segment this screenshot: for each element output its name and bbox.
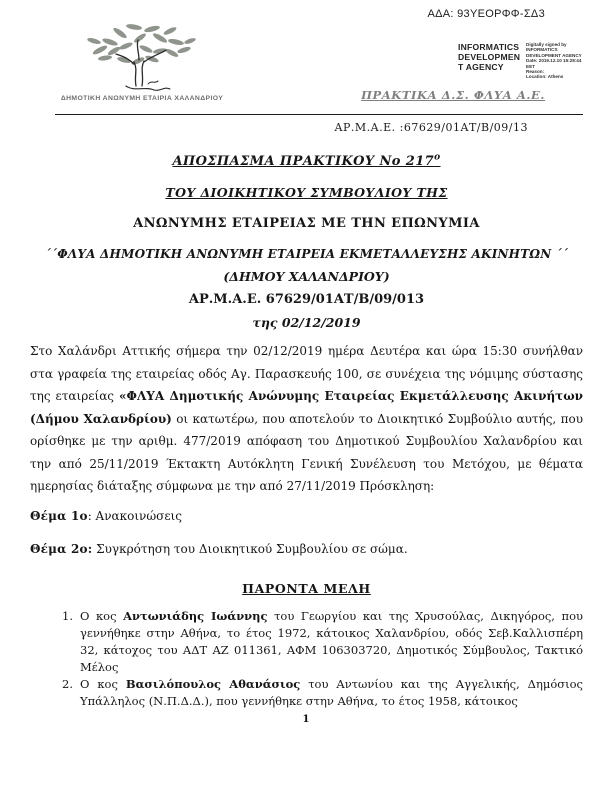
agenda-topic-2 <box>30 541 583 557</box>
company-logo <box>42 20 242 102</box>
stamp-detail-line: Digitally signed by <box>526 42 567 47</box>
stamp-agency-line: INFORMATICS <box>458 42 520 52</box>
stamp-detail-line: Location: Athens <box>526 74 564 80</box>
digital-signature-stamp <box>458 42 590 80</box>
stamp-agency-name <box>458 42 522 72</box>
company-name-bold: «ΦΛΥΑ Δημοτικής Ανώνυμης Εταιρείας Εκμετάλλευσης Ακινήτων (Δήμου Χαλανδρίου) <box>30 389 583 426</box>
list-item <box>62 608 583 676</box>
logo-caption: ΔΗΜΟΤΙΚΗ ΑΝΩΝΥΜΗ ΕΤΑΙΡΙΑ ΧΑΛΑΝΔΡΙΟΥ <box>60 95 224 102</box>
stamp-signature-details <box>526 42 590 80</box>
member-details-text: του Γεωργίου και της Χρυσούλας, Δικηγόρος, που γεννήθηκε στην Αθήνα, το έτος 1972, κάτοικος Χαλανδρίου, οδός Σεβ.Καλλισπέρη 32, κάτοχος του ΑΔΤ ΑΖ 011361, ΑΦΜ 106303720, Δημοτικός Σύμβουλος, Τακτικό Μέλος <box>80 608 583 674</box>
title-company-name-line: ΄΄ΦΛΥΑ ΔΗΜΟΤΙΚΗ ΑΝΩΝΥΜΗ ΕΤΑΙΡΕΙΑ ΕΚΜΕΤΑΛΛΕΥΣΗΣ ΑΚΙΝΗΤΩΝ ΄΄ <box>44 247 569 262</box>
title-company-intro-line: ΑΝΩΝΥΜΗΣ ΕΤΑΙΡΕΙΑΣ ΜΕ ΤΗΝ ΕΠΩΝΥΜΙΑ <box>133 216 480 232</box>
stamp-detail-line: DEVELOPMENT AGENCY <box>526 52 582 58</box>
intro-paragraph-text: Στο Χαλάνδρι Αττικής σήμερα την 02/12/2019 ημέρα Δευτέρα και ώρα 15:30 συνήλθαν στα γραφεία της εταιρείας οδός Αγ. Παρασκευής 100, σε συνέχεια της νόμιμης σύστασης της εταιρείας <box>30 344 583 404</box>
stamp-detail-line: EET <box>526 63 535 69</box>
list-item <box>62 676 583 710</box>
stamp-detail-line: Reason: <box>526 69 545 75</box>
intro-paragraph-text: οι κατωτέρω, που αποτελούν το Διοικητικό Συμβούλιο αυτής, που ορίσθηκε με την αριθμ. 477/2019 απόφαση του Δημοτικού Συμβουλίου Χαλανδρίου και την από 25/11/2019 Έκτακτη Αυτόκλητη Γενική Συνέλευση του Μετόχου, με θέματα ημερησίας διάταξης σύμφωνα με την από 27/11/2019 Πρόσκληση: <box>30 411 583 494</box>
topic-2-label: Θέμα 2ο: <box>30 541 93 556</box>
title-extract-text: ΑΠΟΣΠΑΣΜΑ ΠΡΑΚΤΙΚΟΥ Νο 217 <box>172 154 435 170</box>
member-number: 1. <box>62 608 73 623</box>
title-registry-line: ΑΡ.Μ.Α.Ε. 67629/01ΑΤ/Β/09/013 <box>188 292 425 308</box>
member-pre-text: Ο κος <box>80 676 126 691</box>
title-ordinal-sup: ο <box>434 153 441 163</box>
member-details-text: του Αντωνίου και της Αγγελικής, Δημόσιος Υπάλληλος (Ν.Π.Δ.Δ.), που γεννήθηκε στην Αθήνα, το έτος 1958, κάτοικος <box>80 676 583 708</box>
present-members-heading: ΠΑΡΟΝΤΑ ΜΕΛΗ <box>242 580 371 596</box>
header-divider <box>55 114 583 115</box>
member-entry <box>78 608 583 676</box>
title-extract-line <box>30 150 583 170</box>
ada-code: ΑΔΑ: 93ΥΕΟΡΦΦ-ΣΔ3 <box>427 8 545 20</box>
stamp-detail-line: Date: 2019.12.10 15:28:44 <box>526 58 582 64</box>
member-number: 2. <box>62 676 73 691</box>
member-name-bold: Βασιλόπουλος Αθανάσιος <box>125 676 301 691</box>
topic-1-label: Θέμα 1ο <box>30 508 88 523</box>
topic-2-text: Συγκρότηση του Διοικητικού Συμβουλίου σε σώμα. <box>92 541 408 556</box>
member-entry <box>78 676 583 710</box>
olive-tree-logo-icon <box>72 20 212 94</box>
stamp-agency-line: DEVELOPMEN <box>458 52 521 62</box>
members-list <box>30 608 583 710</box>
intro-paragraph <box>30 340 583 498</box>
title-municipality-line: (ΔΗΜΟΥ ΧΑΛΑΝΔΡΙΟΥ) <box>223 269 390 285</box>
stamp-agency-line: T AGENCY <box>458 62 504 72</box>
stamp-detail-line: INFORMATICS <box>526 47 558 53</box>
agenda-topic-1 <box>30 508 583 524</box>
page-number: 1 <box>302 714 310 725</box>
doc-series-header: ΠΡΑΚΤΙΚΑ Δ.Σ. ΦΛΥΑ Α.Ε. <box>361 88 545 102</box>
registry-number: ΑΡ.Μ.Α.Ε. :67629/01ΑΤ/Β/09/13 <box>334 121 528 134</box>
title-board-line: ΤΟΥ ΔΙΟΙΚΗΤΙΚΟΥ ΣΥΜΒΟΥΛΙΟΥ ΤΗΣ <box>165 185 448 201</box>
title-date-line: της 02/12/2019 <box>252 315 361 331</box>
topic-1-text: : Ανακοινώσεις <box>87 508 182 523</box>
member-name-bold: Αντωνιάδης Ιωάννης <box>123 608 268 623</box>
member-pre-text: Ο κος <box>80 608 124 623</box>
document-body <box>30 145 583 710</box>
